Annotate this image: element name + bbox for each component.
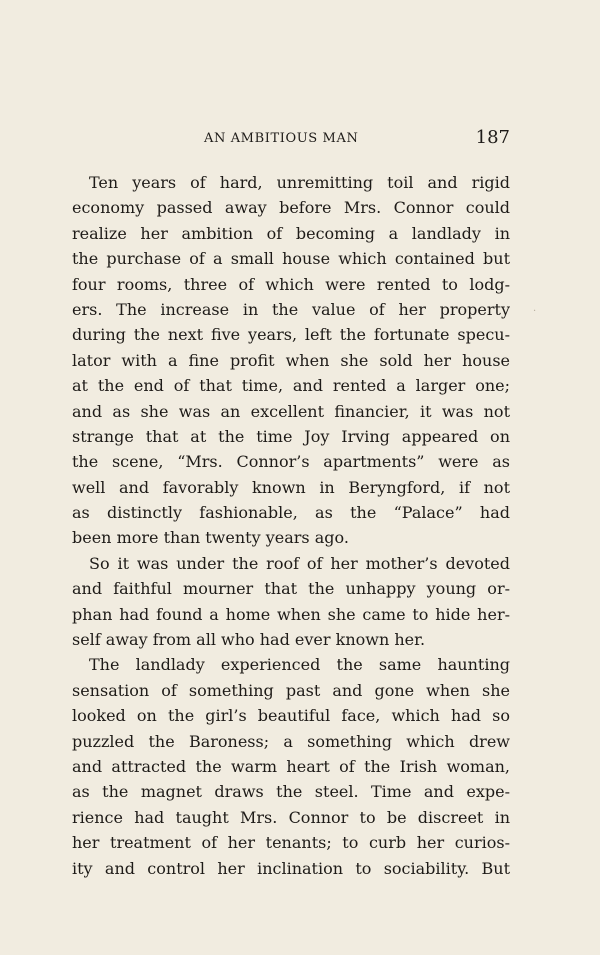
text-line: phan had found a home when she came to hide her- [72, 604, 510, 624]
text-line: lator with a fine profit when she sold her house [72, 350, 510, 370]
paragraph-1 [72, 170, 510, 551]
text-line: as distinctly fashionable, as the “Palace” had [72, 503, 510, 523]
running-head: AN AMBITIOUS MAN [204, 131, 359, 146]
page-header [72, 127, 510, 151]
text-line: puzzled the Baroness; a something which drew [72, 731, 510, 751]
text-line: realize her ambition of becoming a landlady in [72, 223, 510, 243]
text-line: the purchase of a small house which contained but [72, 249, 510, 269]
text-line: been more than twenty years ago. [72, 528, 349, 548]
text-line: sensation of something past and gone when she [72, 680, 510, 700]
text-line: looked on the girl’s beautiful face, which had so [72, 706, 510, 726]
text-line: economy passed away before Mrs. Connor could [72, 198, 510, 218]
text-line: The landlady experienced the same haunting [89, 655, 510, 675]
text-line: self away from all who had ever known her. [72, 630, 426, 650]
text-line: at the end of that time, and rented a larger one; [72, 376, 510, 396]
text-line: the scene, “Mrs. Connor’s apartments” were as [72, 452, 510, 472]
text-line: rience had taught Mrs. Connor to be discreet in [72, 807, 510, 827]
text-line: and as she was an excellent financier, it was not [72, 401, 510, 421]
text-line: during the next five years, left the fortunate specu- [72, 325, 510, 345]
text-line: and faithful mourner that the unhappy young or- [72, 579, 510, 599]
text-line: strange that at the time Joy Irving appeared on [72, 426, 510, 446]
paragraph-2 [72, 551, 510, 653]
text-line: her treatment of her tenants; to curb her curios- [72, 833, 510, 853]
paragraph-3 [72, 652, 510, 881]
text-line: ity and control her inclination to sociability. But [72, 858, 510, 878]
text-line: So it was under the roof of her mother’s devoted [89, 553, 510, 573]
text-line: well and favorably known in Beryngford, if not [72, 477, 510, 497]
margin-speck: · [533, 306, 537, 317]
body-text [72, 170, 510, 881]
text-line: ers. The increase in the value of her property [72, 299, 510, 319]
text-line: as the magnet draws the steel. Time and expe- [72, 782, 510, 802]
text-line: and attracted the warm heart of the Irish woman, [72, 756, 510, 776]
text-line: four rooms, three of which were rented to lodg- [72, 274, 510, 294]
text-line: Ten years of hard, unremitting toil and rigid [89, 173, 510, 192]
page-number: 187 [475, 127, 510, 148]
